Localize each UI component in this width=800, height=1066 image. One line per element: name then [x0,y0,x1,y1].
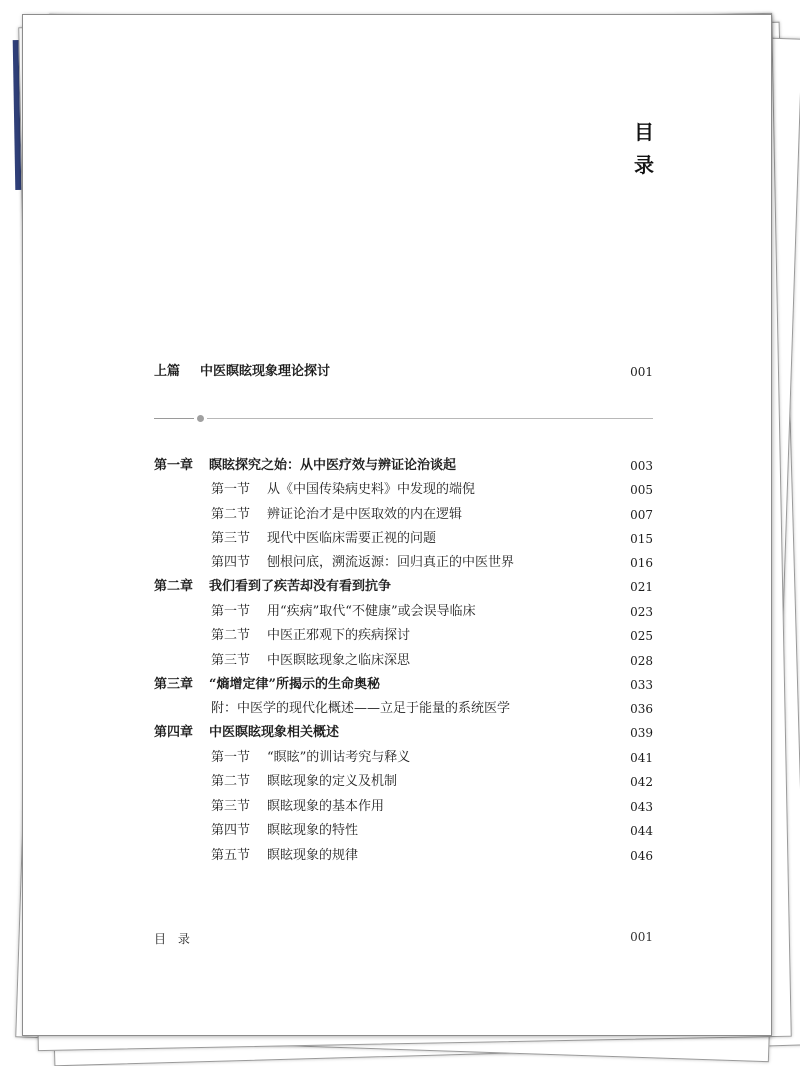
entry-page: 043 [630,800,653,814]
entry-page: 023 [630,605,653,619]
toc-section[interactable] [154,772,653,792]
entry-title: 用“疾病”取代“不健康”或会误导临床 [267,604,476,619]
entry-page: 039 [630,726,653,740]
toc-appendix[interactable] [154,699,653,719]
entry-title: 辨证论治才是中医取效的内在逻辑 [267,507,463,522]
entry-title: 瞑眩现象的规律 [267,848,359,863]
entry-label: 第一节 [211,482,251,497]
entry-label: 第五节 [211,848,251,863]
toc-section[interactable] [154,602,653,622]
entry-label: 第三节 [211,653,251,668]
entry-page: 046 [630,849,653,863]
entry-page: 042 [630,775,653,789]
part-page: 001 [630,365,653,379]
entry-label: 第四节 [211,555,251,570]
entry-title: 中医瞑眩现象之临床深思 [267,653,411,668]
toc-section[interactable] [154,529,653,549]
entry-title: 中医正邪观下的疾病探讨 [267,628,411,643]
toc-page [22,14,772,1036]
entry-title: 中医瞑眩现象相关概述 [209,725,340,740]
entry-label: 第三节 [211,799,251,814]
entry-title: 瞑眩探究之始：从中医疗效与辨证论治谈起 [209,458,457,473]
entry-title: 刨根问底，溯流返源：回归真正的中医世界 [267,555,515,570]
part-heading[interactable] [154,362,653,382]
entry-page: 007 [630,508,653,522]
toc-section[interactable] [154,505,653,525]
entry-page: 003 [630,459,653,473]
entry-page: 044 [630,824,653,838]
entry-page: 041 [630,751,653,765]
entry-label: 第四章 [154,725,194,740]
entry-title: 瞑眩现象的定义及机制 [267,774,398,789]
entry-title: 我们看到了疾苦却没有看到抗争 [209,579,392,594]
entry-page: 021 [630,580,653,594]
toc-chapter[interactable] [154,577,653,597]
entry-label: 第三节 [211,531,251,546]
entry-title: 现代中医临床需要正视的问题 [267,531,437,546]
entry-title: 瞑眩现象的特性 [267,823,359,838]
toc-chapter[interactable] [154,456,653,476]
toc-section[interactable] [154,748,653,768]
toc-chapter[interactable] [154,723,653,743]
entry-label: 第三章 [154,677,194,692]
entry-title: “瞑眩”的训诂考究与释义 [267,750,411,765]
part-title: 中医瞑眩现象理论探讨 [200,364,331,379]
toc-section[interactable] [154,626,653,646]
toc-chapter[interactable] [154,675,653,695]
running-head: 目 录 [154,932,194,946]
entry-title: 从《中国传染病史料》中发现的端倪 [267,482,476,497]
entry-page: 025 [630,629,653,643]
entry-label: 第二节 [211,628,251,643]
entry-page: 028 [630,654,653,668]
toc-section[interactable] [154,553,653,573]
entry-title: 附：中医学的现代化概述——立足于能量的系统医学 [211,701,511,716]
entry-title: “熵增定律”所揭示的生命奥秘 [209,677,380,692]
toc-section[interactable] [154,797,653,817]
entry-page: 015 [630,532,653,546]
part-label: 上篇 [154,364,181,379]
entry-label: 第二节 [211,507,251,522]
divider [154,417,653,420]
entry-label: 第一章 [154,458,194,473]
entry-page: 005 [630,483,653,497]
entry-label: 第四节 [211,823,251,838]
entry-label: 第二节 [211,774,251,789]
entry-label: 第一节 [211,604,251,619]
entry-label: 第一节 [211,750,251,765]
entry-page: 036 [630,702,653,716]
toc-section[interactable] [154,821,653,841]
entry-page: 016 [630,556,653,570]
page-number: 001 [630,930,653,944]
entry-page: 033 [630,678,653,692]
toc-section[interactable] [154,480,653,500]
page-title: 目录 [634,120,654,177]
toc-section[interactable] [154,651,653,671]
entry-label: 第二章 [154,579,194,594]
entry-title: 瞑眩现象的基本作用 [267,799,385,814]
toc-section[interactable] [154,846,653,866]
